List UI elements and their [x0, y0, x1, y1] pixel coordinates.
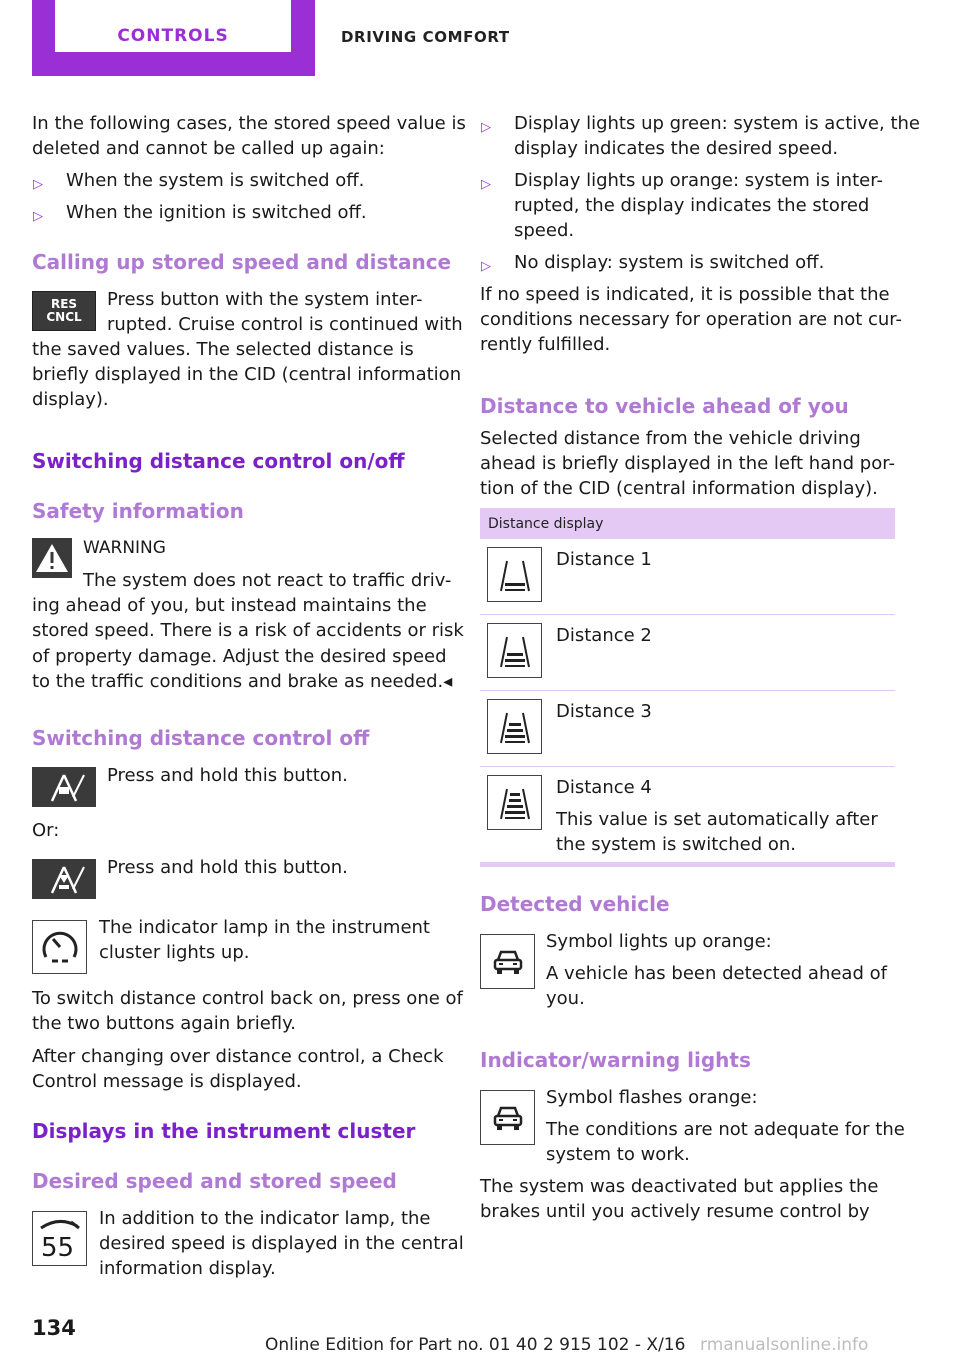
status-bullet-line: No display: system is switched off.	[514, 252, 825, 273]
chapter-label: CONTROLS	[117, 26, 229, 46]
press-hold-text: Press and hold this button.	[107, 765, 348, 786]
page-header	[0, 0, 960, 78]
detected-text: Symbol lights up orange:	[546, 931, 772, 952]
no-speed-line: If no speed is indicated, it is possible that the	[480, 284, 890, 305]
status-bullet-line: speed.	[514, 220, 575, 241]
page-number: 134	[32, 1316, 76, 1340]
heading-safety-information: Safety information	[32, 499, 244, 523]
warning-line: of property damage. Adjust the desired speed	[32, 646, 447, 667]
bullet-item: When the ignition is switched off.	[66, 202, 367, 223]
detected-text: you.	[546, 988, 585, 1009]
distance-line: ahead is briefly displayed in the left hand por-	[480, 453, 895, 474]
heading-displays: Displays in the instrument cluster	[32, 1119, 416, 1143]
after-line: After changing over distance control, a Check	[32, 1046, 444, 1067]
desired-line: information display.	[99, 1258, 276, 1279]
distance-table-header: Distance display	[480, 508, 895, 539]
distance-row-label: Distance 1	[556, 549, 652, 570]
intro-line-1: In the following cases, the stored speed value is	[32, 113, 466, 134]
warning-vehicle-icon	[480, 1090, 535, 1145]
warning-line: to the traffic conditions and brake as needed.◂	[32, 671, 453, 692]
warning-line: The system does not react to traffic driv-	[83, 570, 452, 591]
heading-switching-off: Switching distance control off	[32, 726, 370, 750]
distance-1-icon	[487, 547, 542, 602]
heading-calling-up: Calling up stored speed and distance	[32, 250, 452, 274]
status-bullet-line: display indicates the desired speed.	[514, 138, 839, 159]
status-bullet-line: Display lights up green: system is active, the	[514, 113, 920, 134]
indicator-line: The indicator lamp in the instrument	[99, 917, 430, 938]
bullet-arrow-icon: ▷	[33, 177, 43, 192]
calling-line: the saved values. The selected distance is	[32, 339, 414, 360]
detected-vehicle-icon	[480, 934, 535, 989]
indicator-line: cluster lights up.	[99, 942, 250, 963]
desired-line: In addition to the indicator lamp, the	[99, 1208, 431, 1229]
distance-row-label: Distance 4	[556, 777, 652, 798]
calling-line: display).	[32, 389, 109, 410]
or-text: Or:	[32, 820, 60, 841]
calling-line: rupted. Cruise control is continued with	[107, 314, 463, 335]
status-bullet-line: Display lights up orange: system is inter-	[514, 170, 883, 191]
bullet-arrow-icon: ▷	[33, 209, 43, 224]
intro-line-2: deleted and cannot be called up again:	[32, 138, 385, 159]
speed-display-icon: 55	[32, 1211, 87, 1266]
heading-distance: Distance to vehicle ahead of you	[480, 394, 849, 418]
table-row-divider	[480, 690, 895, 691]
flash-text: The conditions are not adequate for the	[546, 1119, 905, 1140]
distance-control-indicator-icon	[32, 920, 87, 974]
distance-3-icon	[487, 699, 542, 754]
section-label: DRIVING COMFORT	[341, 28, 510, 46]
status-bullet-line: rupted, the display indicates the stored	[514, 195, 870, 216]
warning-line: stored speed. There is a risk of accidents or risk	[32, 620, 464, 641]
press-hold-text: Press and hold this button.	[107, 857, 348, 878]
distance-button-icon	[32, 767, 96, 807]
distance-4-note: This value is set automatically after	[556, 809, 878, 830]
heading-indicator-warning: Indicator/warning lights	[480, 1048, 751, 1072]
distance-down-button-icon	[32, 859, 96, 899]
distance-4-note: the system is switched on.	[556, 834, 796, 855]
distance-2-icon	[487, 623, 542, 678]
bullet-arrow-icon: ▷	[481, 120, 491, 135]
calling-line: briefly displayed in the CID (central information	[32, 364, 462, 385]
no-speed-line: conditions necessary for operation are not cur-	[480, 309, 903, 330]
edition-text: Online Edition for Part no. 01 40 2 915 102 - X/16	[265, 1335, 686, 1355]
no-speed-line: rently fulfilled.	[480, 334, 611, 355]
heading-detected-vehicle: Detected vehicle	[480, 892, 670, 916]
flash-text: system to work.	[546, 1144, 690, 1165]
warning-triangle-icon	[32, 538, 72, 578]
table-row-divider	[480, 614, 895, 615]
distance-line: tion of the CID (central information display).	[480, 478, 878, 499]
heading-switching-on-off: Switching distance control on/off	[32, 449, 405, 473]
distance-row-label: Distance 3	[556, 701, 652, 722]
switch-back-line: To switch distance control back on, press one of	[32, 988, 463, 1009]
table-bottom-band	[480, 862, 895, 867]
bullet-arrow-icon: ▷	[481, 177, 491, 192]
distance-4-icon	[487, 775, 542, 830]
heading-desired-speed: Desired speed and stored speed	[32, 1169, 397, 1193]
table-row-divider	[480, 766, 895, 767]
deactivated-line: The system was deactivated but applies the	[480, 1176, 879, 1197]
distance-row-label: Distance 2	[556, 625, 652, 646]
detected-text: A vehicle has been detected ahead of	[546, 963, 887, 984]
warning-title: WARNING	[83, 538, 166, 558]
bullet-arrow-icon: ▷	[481, 259, 491, 274]
warning-line: ing ahead of you, but instead maintains the	[32, 595, 427, 616]
switch-back-line: the two buttons again briefly.	[32, 1013, 296, 1034]
res-cncl-button-icon: RES CNCL	[32, 291, 96, 331]
flash-text: Symbol flashes orange:	[546, 1087, 758, 1108]
after-line: Control message is displayed.	[32, 1071, 302, 1092]
watermark-text: rmanualsonline.info	[700, 1335, 869, 1355]
desired-line: desired speed is displayed in the central	[99, 1233, 464, 1254]
bullet-item: When the system is switched off.	[66, 170, 365, 191]
calling-line: Press button with the system inter-	[107, 289, 423, 310]
deactivated-line: brakes until you actively resume control by	[480, 1201, 870, 1222]
distance-line: Selected distance from the vehicle driving	[480, 428, 861, 449]
